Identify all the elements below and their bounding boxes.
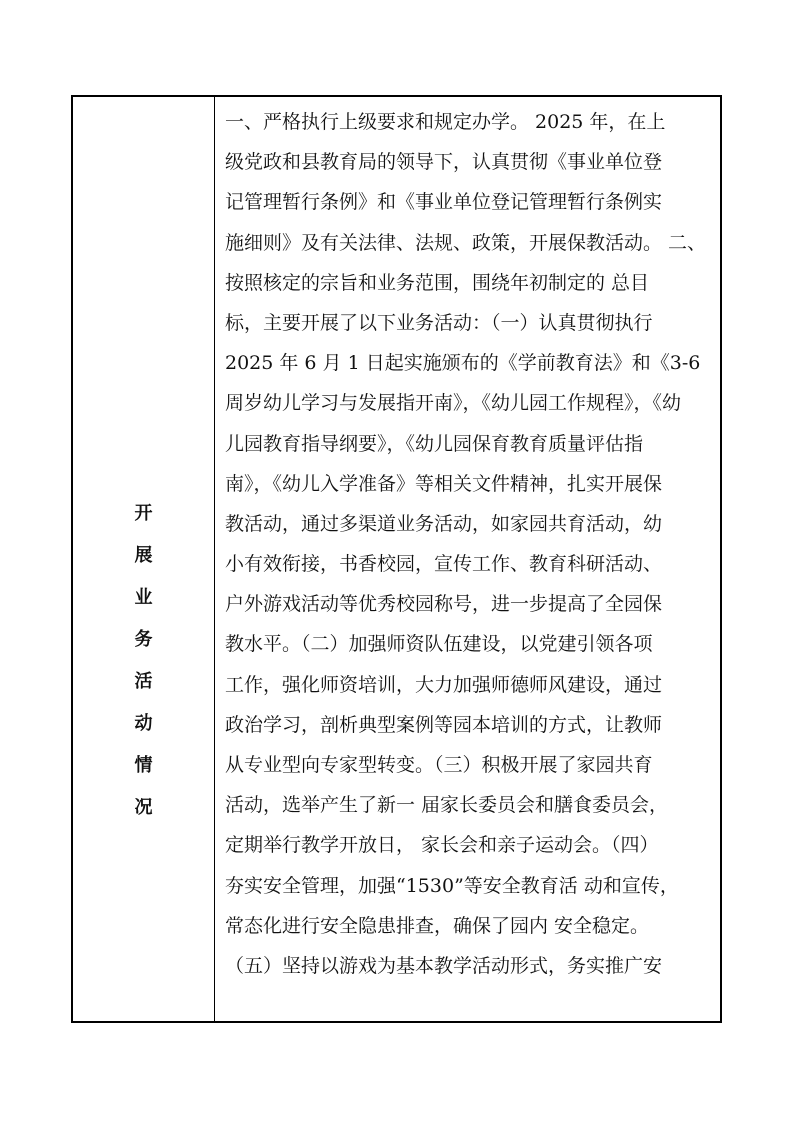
section-content-cell [215,97,720,1021]
text-line: 活动，选举产生了新一 届家长委员会和膳食委员会， [225,794,669,817]
text-line: （五）坚持以游戏为基本教学活动形式，务实推广安 [225,954,663,977]
text-line: 小有效衔接，书香校园，宣传工作、教育科研活动、 [225,553,663,576]
text-line: 记管理暂行条例》和《事业单位登记管理暂行条例实 [225,191,663,214]
text-line: 儿园教育指导纲要》，《幼儿园保育教育质量评估指 [225,432,644,455]
label-char: 开 [134,503,153,524]
text-line: 夯实安全管理，加强“1530”等安全教育活 动和宣传， [225,874,679,897]
text-line: 周岁幼儿学习与发展指开南》，《幼儿园工作规程》，《幼 [225,392,682,415]
label-char: 况 [134,797,153,818]
text-line: 常态化进行安全隐患排查，确保了园内 安全稳定。 [225,914,650,937]
text-line: 一、严格执行上级要求和规定办学。 2025 年，在上 [225,111,666,133]
label-char: 务 [134,629,153,650]
text-line: 教活动，通过多渠道业务活动，如家园共育活动，幼 [225,512,663,535]
text-line: 2025 年 6 月 1 日起实施颁布的《学前教育法》和《3-6 [225,352,701,375]
text-line: 政治学习，剖析典型案例等园本培训的方式，让教师 [225,713,663,736]
label-char: 展 [134,545,153,566]
section-label-cell [73,97,215,1021]
text-line: 户外游戏活动等优秀校园称号，进一步提高了全园保 [225,593,663,616]
text-line: 教水平。（二）加强师资队伍建设，以党建引领各项 [225,633,653,656]
section-body-text [225,102,719,986]
label-char: 业 [134,587,153,608]
text-line: 施细则》及有关法律、法规、政策，开展保教活动。 二、 [225,231,707,254]
label-char: 动 [134,713,153,734]
section-label [73,493,214,829]
text-line: 按照核定的宗旨和业务范围，围绕年初制定的 总目 [225,271,650,294]
text-line: 工作，强化师资培训，大力加强师德师风建设，通过 [225,673,663,696]
text-line: 标，主要开展了以下业务活动：（一）认真贯彻执行 [225,311,653,334]
text-line: 级党政和县教育局的领导下，认真贯彻《事业单位登 [225,151,663,174]
activity-table [71,95,722,1023]
text-line: 定期举行教学开放日， 家长会和亲子运动会。（四） [225,834,659,857]
text-line: 南》，《幼儿入学准备》等相关文件精神，扎实开展保 [225,472,663,495]
label-char: 活 [134,671,153,692]
label-char: 情 [134,755,153,776]
text-line: 从专业型向专家型转变。（三）积极开展了家园共育 [225,754,653,776]
